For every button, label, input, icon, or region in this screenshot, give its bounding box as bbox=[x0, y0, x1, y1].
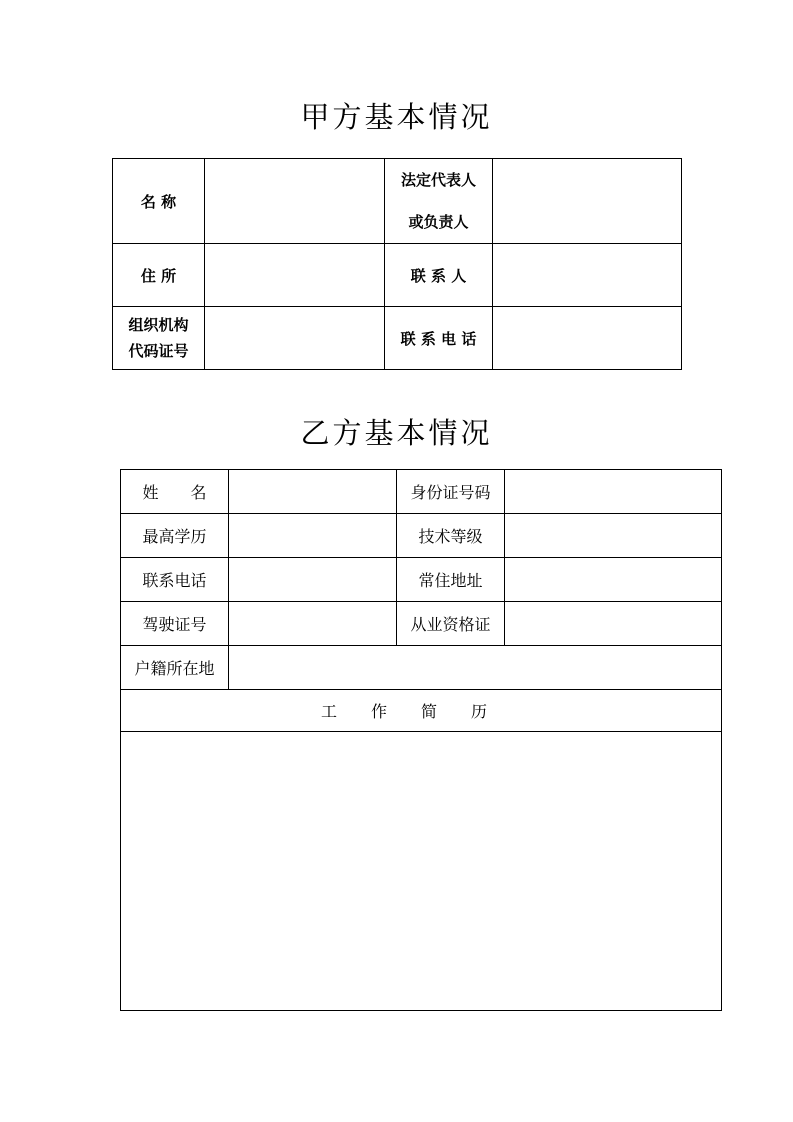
party-b-skill-field[interactable] bbox=[505, 514, 722, 558]
party-a-phone-label: 联 系 电 话 bbox=[385, 307, 493, 370]
party-b-id-field[interactable] bbox=[505, 470, 722, 514]
party-b-name-field[interactable] bbox=[229, 470, 397, 514]
party-b-id-label: 身份证号码 bbox=[397, 470, 505, 514]
party-a-legal-rep-label bbox=[385, 159, 493, 244]
party-a-org-code-field[interactable] bbox=[205, 307, 385, 370]
party-a-contact-label: 联 系 人 bbox=[385, 244, 493, 307]
party-a-table bbox=[112, 158, 682, 370]
party-a-contact-field[interactable] bbox=[493, 244, 682, 307]
legal-rep-line1: 法定代表人 bbox=[400, 171, 476, 189]
party-b-title: 乙方基本情况 bbox=[300, 416, 493, 450]
party-a-address-label: 住 所 bbox=[113, 244, 205, 307]
party-b-name-label: 姓 名 bbox=[121, 470, 229, 514]
legal-rep-line2: 或负责人 bbox=[408, 213, 469, 231]
party-b-household-field[interactable] bbox=[229, 646, 722, 690]
party-b-phone-field[interactable] bbox=[229, 558, 397, 602]
party-a-phone-field[interactable] bbox=[493, 307, 682, 370]
party-a-org-code-label bbox=[113, 307, 205, 370]
party-a-name-label: 名 称 bbox=[113, 159, 205, 244]
party-b-education-label: 最高学历 bbox=[121, 514, 229, 558]
party-b-phone-label: 联系电话 bbox=[121, 558, 229, 602]
party-b-skill-label: 技术等级 bbox=[397, 514, 505, 558]
party-b-resume-header: 工作简历 bbox=[121, 690, 722, 732]
party-a-title: 甲方基本情况 bbox=[300, 100, 493, 134]
party-a-name-field[interactable] bbox=[205, 159, 385, 244]
party-a-address-field[interactable] bbox=[205, 244, 385, 307]
org-code-line1: 组织机构 bbox=[128, 316, 189, 334]
party-b-resume-field[interactable] bbox=[121, 732, 722, 1011]
party-b-residence-label: 常住地址 bbox=[397, 558, 505, 602]
party-b-education-field[interactable] bbox=[229, 514, 397, 558]
party-a-legal-rep-field[interactable] bbox=[493, 159, 682, 244]
party-b-household-label: 户籍所在地 bbox=[121, 646, 229, 690]
party-b-residence-field[interactable] bbox=[505, 558, 722, 602]
party-b-qualification-label: 从业资格证 bbox=[397, 602, 505, 646]
party-b-license-label: 驾驶证号 bbox=[121, 602, 229, 646]
party-b-table bbox=[120, 469, 722, 1011]
org-code-line2: 代码证号 bbox=[128, 342, 189, 360]
party-b-license-field[interactable] bbox=[229, 602, 397, 646]
party-b-qualification-field[interactable] bbox=[505, 602, 722, 646]
